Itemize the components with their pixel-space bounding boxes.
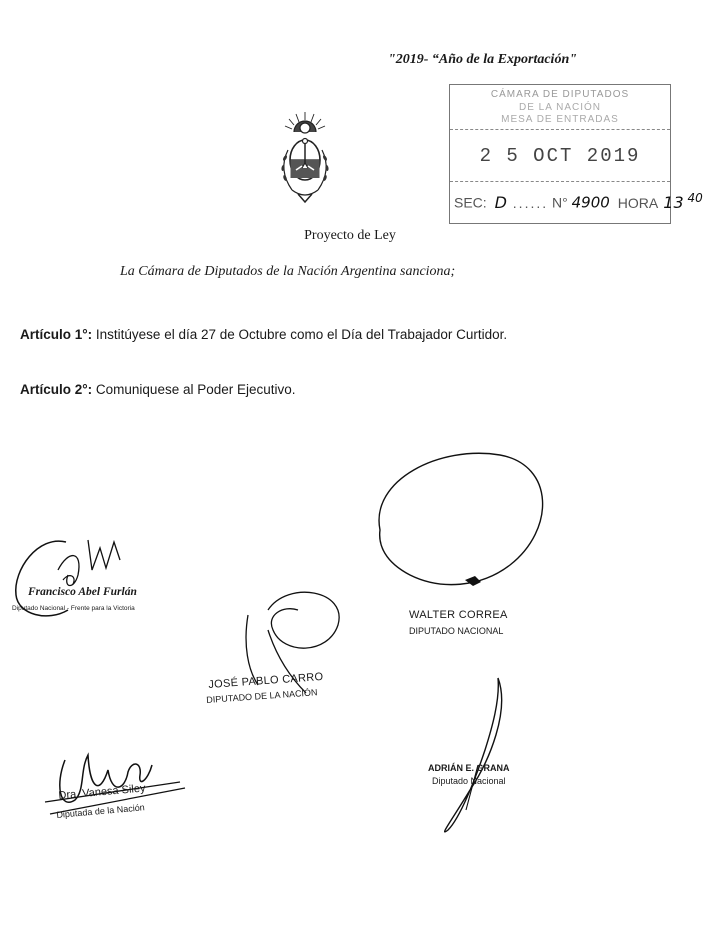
- reception-stamp: [449, 84, 703, 224]
- signature-grana-scribble: [430, 670, 520, 845]
- stamp-divider: [450, 181, 670, 182]
- year-motto: "2019- “Año de la Exportación": [388, 52, 577, 67]
- stamp-line-3: MESA DE ENTRADAS: [501, 114, 619, 125]
- article-1-text: Institúyese el día 27 de Octubre como el Día del Trabajador Curtidor.: [92, 327, 508, 342]
- stamp-line-1: CÁMARA DE DIPUTADOS: [490, 89, 630, 100]
- stamp-hour-value: 13: [663, 192, 684, 212]
- article-2-label: Artículo 2°:: [20, 382, 93, 397]
- stamp-number-value: 4900: [571, 193, 610, 212]
- document-intro: La Cámara de Diputados de la Nación Argentina sanciona;: [120, 264, 456, 279]
- signature-grana-name: ADRIÁN E. GRANA: [428, 763, 510, 773]
- article-2: [20, 382, 296, 397]
- stamp-number-label: N°: [552, 194, 568, 211]
- signature-furlan-role: Diputado Nacional - Frente para la Victoria: [12, 605, 135, 612]
- article-1: [20, 327, 507, 342]
- signature-carro-name: JOSÉ PABLO CARRO: [208, 670, 324, 691]
- signature-siley-role: Diputada de la Nación: [56, 802, 146, 820]
- signature-correa-scribble: [360, 440, 560, 600]
- signature-correa-role: DIPUTADO NACIONAL: [409, 626, 504, 636]
- stamp-divider: [450, 129, 670, 130]
- stamp-sec-value: D: [494, 192, 507, 212]
- article-2-text: Comuniquese al Poder Ejecutivo.: [92, 382, 296, 397]
- stamp-date: 2 5 OCT 2019: [479, 145, 641, 167]
- national-crest-icon: [272, 110, 338, 206]
- document-title: Proyecto de Ley: [304, 228, 396, 243]
- signature-correa-name: WALTER CORREA: [409, 609, 508, 621]
- stamp-hour-label: HORA: [617, 194, 658, 211]
- stamp-line-2: DE LA NACIÓN: [518, 102, 602, 113]
- stamp-sec-label: SEC:: [454, 194, 487, 211]
- article-1-label: Artículo 1°:: [20, 327, 93, 342]
- signature-carro-role: DIPUTADO DE LA NACIÓN: [206, 687, 318, 705]
- stamp-minutes-value: 40: [687, 191, 703, 205]
- signature-grana-role: Diputado Nacional: [432, 776, 506, 786]
- signature-furlan-name: Francisco Abel Furlán: [28, 586, 137, 598]
- stamp-sec-row: SEC: D ...... N° 4900 HORA 13 $^{40}$: [454, 191, 703, 212]
- signature-siley-name: Dra. Vanesa Siley: [58, 782, 146, 802]
